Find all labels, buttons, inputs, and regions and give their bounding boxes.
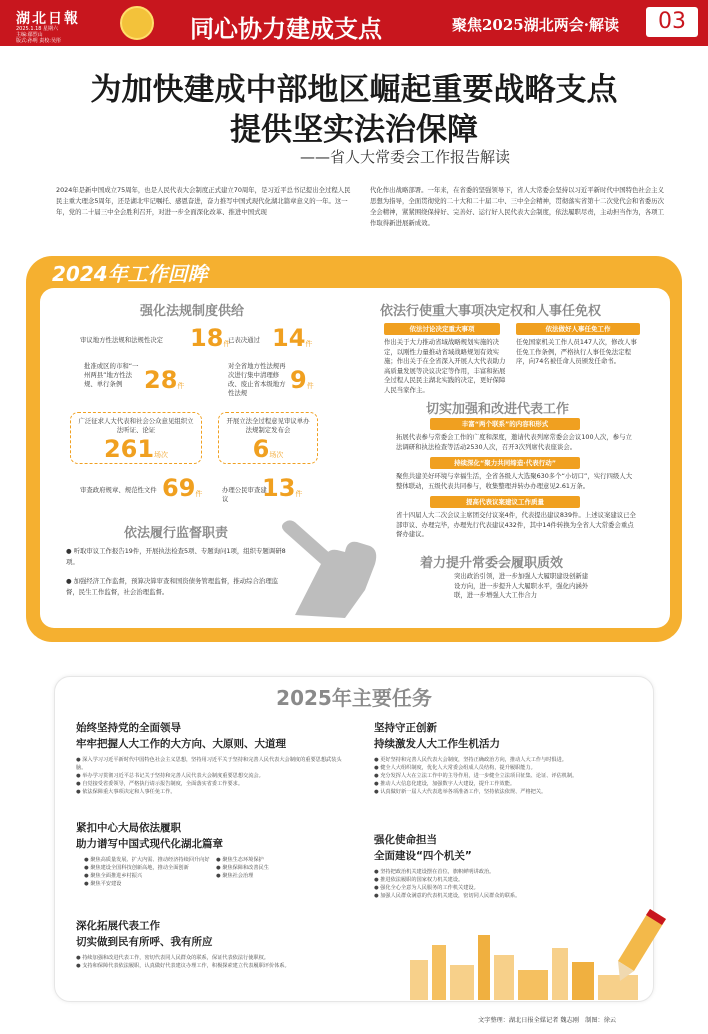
rep-text-2: 聚焦共建美好环境与幸福生活，全省各级人大选聚630多个“小切口”，实行四级人大整体联动，五级代表共同参与，收集整理并转办办理意见2.61万条。 xyxy=(396,472,633,490)
intro-right: 代化作出战略部署。一年来，在省委的坚强领导下，省人大常委会坚持以习近平新时代中国特色社会主义思想为指导，全面贯彻党的二十大和二十届二中、三中全会精神，贯彻落实省第十二次党代会和省委历次全会精神，紧紧围绕保持好、完善好、运行好人民代表大会制度，依法履职尽责，主动担当作为，各项工作取得新进展新成效。 xyxy=(370,186,664,227)
stat-label-4: 对全省地方性法规再次进行集中清理修改、废止省本级地方性法规 xyxy=(228,362,286,397)
task-1-heading: 始终坚持党的全面领导 xyxy=(76,722,181,734)
rep-tag-3: 提高代表议案建议工作质量 xyxy=(430,496,580,508)
task-5-heading: 强化使命担当 xyxy=(374,834,437,846)
stat-box-6: 开展立法全过程意见审议单办法规制定发布会 6场次 xyxy=(218,412,318,464)
stat-label-7: 审查政府规章、规范性文件 xyxy=(80,486,157,494)
appointment-text-2: 任免国家机关工作人员147人次，修改人事任免工作条例，严格执行人事任免法定程序，向74名被任命人员颁发任命书。 xyxy=(516,338,637,365)
appointment-title: 依法行使重大事项决定权和人事任免权 xyxy=(380,304,602,319)
supervision-item-2: ● 加强经济工作监督，预算决算审查和国资债务管理监督，推动综合治理监督，民生工作监督，社会治理监督。 xyxy=(66,577,279,596)
rep-text-1: 拓展代表参与常委会工作的广度和深度，邀请代表列席常委会会议100人次，参与立法调研和执法检查等活动2530人次，召开3次列席代表座谈会。 xyxy=(396,433,632,451)
task-4-heading: 坚持守正创新 xyxy=(374,722,437,734)
emblem-icon xyxy=(120,6,154,40)
stat-value-2: 14件 xyxy=(272,324,313,352)
page-number: 03 xyxy=(646,7,698,37)
banner-subtitle: 聚焦2025湖北两会·解读 xyxy=(452,16,619,34)
task-3-heading: 深化拓展代表工作 xyxy=(76,920,160,932)
supervision-title: 依法履行监督职责 xyxy=(124,526,229,541)
footer-credit: 文字整理：湖北日报全媒记者 魏志刚 制图：徐云 xyxy=(478,1017,617,1024)
stat-value-3: 28件 xyxy=(144,366,185,394)
stat-label-1: 审议地方性法规和法规性决定 xyxy=(80,336,164,344)
intro-left: 2024年是新中国成立75周年，也是人民代表大会制度正式建立70周年，是习近平总书记提出全过程人民民主重大理念5周年，还是湖北牢记嘱托、感恩奋进，奋力推写中国式现代化湖北篇章意义的一年。这一年，党的二十届三中全会胜利召开，对进一步全面深化改革、推进中国式现 xyxy=(56,186,351,216)
pencil-icon xyxy=(612,905,672,985)
header-meta: 2025.1.18 星期六 主编:鄢烈山 版式:孙明 责校:吴彤 xyxy=(16,26,61,44)
task-2-list-left: ● 聚焦高质量发展、扩大内需、推动经济持续回升向好 ● 聚焦建设全国科技创新高地，推动全面创新 ● 聚焦全面推进乡村振兴 ● 聚焦平安建设 xyxy=(84,857,210,887)
masthead: 湖北日報 xyxy=(16,11,80,27)
task-4-subheading: 持续激发人大工作生机活力 xyxy=(374,738,500,750)
task-3-list: ● 持续加强和改进代表工作，密切代表同人民群众的联系，保证代表依法行使职权。 ● 支持和保障代表依法履职，认真做好代表建议办理工作，积极探索建立代表履职评价体系。 xyxy=(76,955,290,969)
task-1-list: ● 深入学习习近平新时代中国特色社会主义思想，坚持用习近平关于坚持和完善人民代表大会制度的重要思想武装头脑。 ● 举办学习贯彻习近平总书记关于坚持和完善人民代表大会制度重要思想交流会。 ● 自觉接受省委领导，严格执行请示报告制度，全面落实省委工作要求。 ● 依法保障重大事项决定和人事任免工作。 xyxy=(76,757,342,795)
stat-label-2: 已表决通过 xyxy=(228,336,260,344)
review-title: 2024年工作回眸 xyxy=(52,262,208,286)
rep-tag-2: 持续深化“聚力共同缔造·代表行动” xyxy=(430,457,580,469)
task-5-subheading: 全面建设“四个机关” xyxy=(374,850,472,862)
stat-value-1: 18件 xyxy=(190,324,231,352)
task-2-subheading: 助力谱写中国式现代化湖北篇章 xyxy=(76,838,223,850)
task-4-list: ● 更好坚持和完善人民代表大会制度，坚持正确政治方向，推动人大工作与时俱进。 ● 健全人大组织制度，优化人大常委会组成人员结构，提升履职能力。 ● 充分发挥人大在立法工作中的主导作用，进一步健全立法项目征集、论证、评估机制。 ● 推动人大信息化建设，加强数字人大建设，提升工作效能。 ● 认真做好新一届人大代表选举各项准备工作，坚持依法依规、严格把关。 xyxy=(374,757,578,795)
task-2-list-right: ● 聚焦生态环境保护 ● 聚焦保障和改善民生 ● 聚焦社会治理 xyxy=(216,857,269,879)
main-title-line1: 为加快建成中部地区崛起重要战略支点 xyxy=(90,72,618,108)
banner-title: 同心协力建成支点 xyxy=(190,15,382,43)
rep-tag-1: 丰富“两个联系”的内容和形式 xyxy=(430,418,580,430)
tasks-title: 2025年主要任务 xyxy=(276,686,432,710)
representatives-title: 切实加强和改进代表工作 xyxy=(426,402,570,417)
main-subtitle: ——省人大常委会工作报告解读 xyxy=(300,148,511,166)
stat-value-8: 13件 xyxy=(262,474,303,502)
rep-text-3: 省十四届人大二次会议主席团交付议案4件，代表提出建议839件。上述议案建议已全部审议、办理完毕，办理先行代表建议432件，其中14件转换为全省人大常委会重点督办建议。 xyxy=(396,511,636,538)
task-3-subheading: 切实做到民有所呼、我有所应 xyxy=(76,936,213,948)
self-title: 着力提升常委会履职质效 xyxy=(420,556,564,571)
self-text: 突出政治引领，进一步加强人大履职建设创新建设方向，进一步提升人大履职水平，强化内涵外联，进一步增强人大工作合力 xyxy=(454,572,589,599)
supervision-item-1: ● 听取审议工作报告19件，开展执法检查5项、专题询问1项，组织专题调研8项。 xyxy=(66,547,286,566)
stat-label-3: 批准或区的市和“一州两县”地方性法规、单行条例 xyxy=(84,362,139,388)
stat-label-8: 办理公民审查建议 xyxy=(222,486,267,503)
stat-value-4: 9件 xyxy=(290,366,314,394)
legislation-title: 强化法规制度供给 xyxy=(140,304,245,319)
appointment-tag-2: 依法做好人事任免工作 xyxy=(516,323,640,335)
task-1-subheading: 牢牢把握人大工作的大方向、大原则、大道理 xyxy=(76,738,286,750)
task-2-heading: 紧扣中心大局依法履职 xyxy=(76,822,181,834)
task-5-list: ● 坚持把政治机关建设摆在首位，旗帜鲜明讲政治。 ● 推进依法履职的国家权力机关建设。 ● 强化全心全意为人民服务的工作机关建设。 ● 加强人民群众满意的代表机关建设，密切同人民群众的联系。 xyxy=(374,869,521,899)
stat-box-5: 广泛征求人大代表和社会公众意见组织立法听证、论证 261场次 xyxy=(70,412,202,464)
appointment-tag-1: 依法讨论决定重大事项 xyxy=(384,323,500,335)
appointment-text-1: 作出关于大力推动省域战略规划实施的决定，以刚性力量推动省域战略规划有效实施；作出关于在全省深入开展人大代表助力高质量发展等决议决定等作用，丰富和拓展全过程人民民主湖北实践的决定，更好保障人民当家作主。 xyxy=(384,338,506,394)
main-title-line2: 提供坚实法治保障 xyxy=(230,112,478,148)
pointing-hand-icon xyxy=(275,520,395,620)
stat-value-7: 69件 xyxy=(162,474,203,502)
